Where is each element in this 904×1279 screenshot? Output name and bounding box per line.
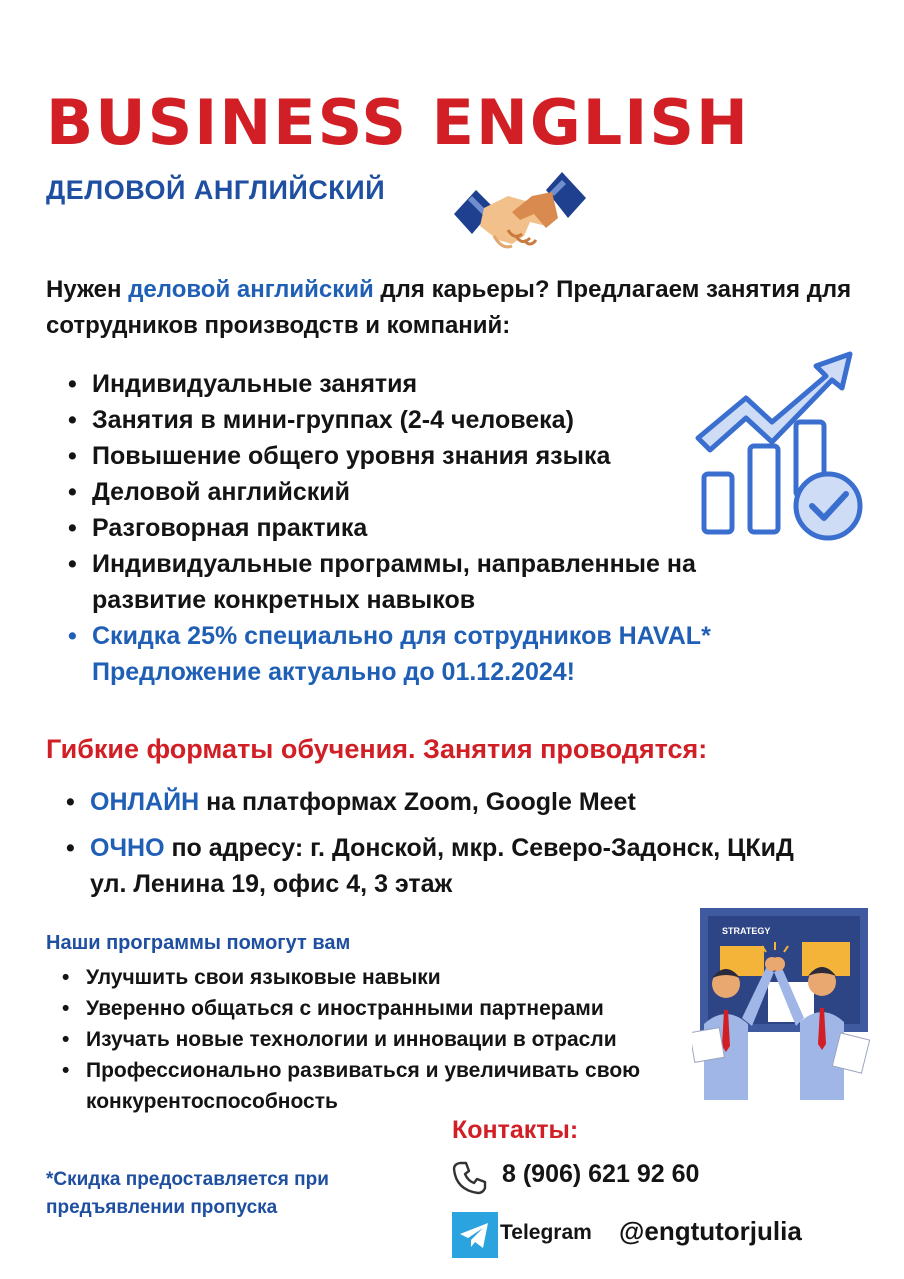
growth-chart-icon [690, 346, 864, 546]
phone-icon [452, 1160, 488, 1196]
list-item: • Повышение общего уровня знания языка [92, 438, 812, 474]
board-label: STRATEGY [722, 926, 771, 936]
format-online [90, 784, 830, 820]
list-item: • Индивидуальные занятия [92, 366, 812, 402]
telegram-handle[interactable]: @engtutorjulia [619, 1216, 802, 1246]
formats-title: Гибкие форматы обучения. Занятия проводятся: [46, 734, 708, 764]
phone-number[interactable]: 8 (906) 621 92 60 [502, 1160, 700, 1188]
intro-highlight: деловой английский [128, 276, 374, 303]
format-offline [90, 830, 830, 902]
promo-item [92, 618, 812, 690]
list-item: • Уверенно общаться с иностранными партнерами [86, 993, 706, 1024]
offline-label: ОЧНО [90, 834, 165, 862]
promo-line-1: Скидка 25% специально для сотрудников HAVAL* [92, 622, 711, 650]
online-text: на платформах Zoom, Google Meet [199, 788, 636, 816]
intro-paragraph [46, 272, 886, 344]
discount-note: *Скидка предоставляется при предъявлении пропуска [46, 1169, 329, 1218]
formats-list [90, 784, 830, 912]
list-item: • Деловой английский [92, 474, 812, 510]
contacts-title: Контакты: [452, 1116, 579, 1144]
telegram-icon[interactable] [452, 1212, 498, 1258]
handshake-icon [450, 166, 590, 262]
offline-text: по адресу: г. Донской, мкр. Северо-Задонск, ЦКиД ул. Ленина 19, офис 4, 3 этаж [90, 834, 794, 898]
list-item: • Индивидуальные программы, направленные на развитие конкретных навыков [92, 546, 812, 618]
promo-line-2: Предложение актуально до 01.12.2024! [92, 658, 575, 686]
page-title: BUSINESS ENGLISH [46, 86, 750, 159]
list-item: • Изучать новые технологии и инновации в отрасли [86, 1024, 706, 1055]
telegram-label: Telegram [500, 1221, 592, 1244]
online-label: ОНЛАЙН [90, 788, 200, 816]
page-subtitle: ДЕЛОВОЙ АНГЛИЙСКИЙ [46, 175, 386, 205]
intro-text-after: для карьеры? Предлагаем занятия для сотрудников производств и компаний: [46, 276, 852, 339]
list-item: • Улучшить свои языковые навыки [86, 962, 706, 993]
help-list [86, 962, 706, 1117]
list-item: • Разговорная практика [92, 510, 812, 546]
list-item: • Профессионально развиваться и увеличивать свою конкурентоспособность [86, 1055, 706, 1117]
help-title: Наши программы помогут вам [46, 932, 351, 954]
intro-text-before: Нужен [46, 276, 129, 303]
list-item: • Занятия в мини-группах (2-4 человека) [92, 402, 812, 438]
business-people-illustration [692, 906, 874, 1100]
